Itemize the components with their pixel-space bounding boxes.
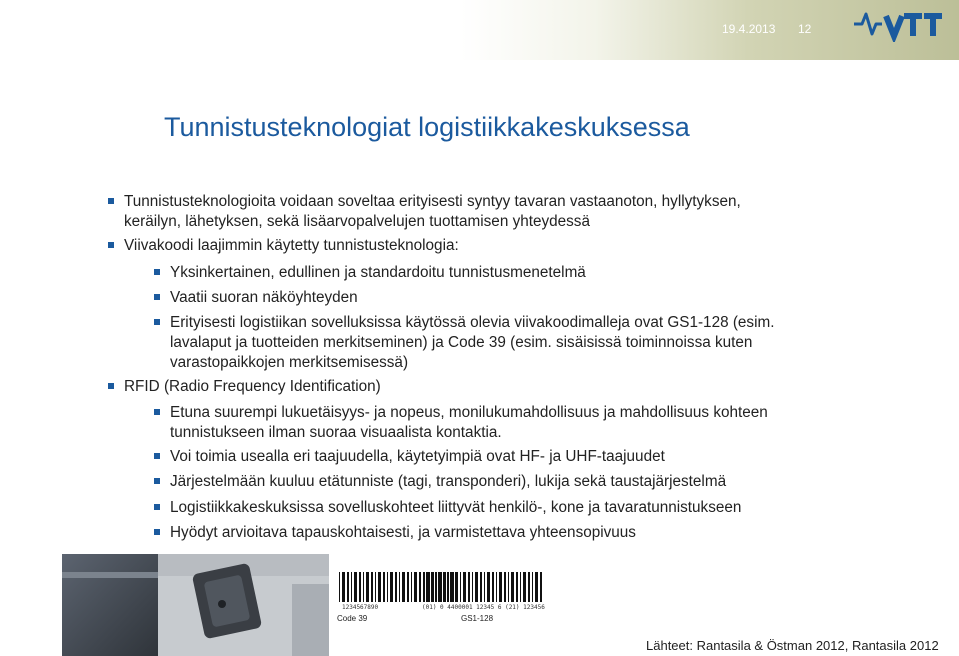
bullet-marker-icon xyxy=(154,409,160,415)
barcode-bar xyxy=(351,572,352,602)
bullet-line: Erityisesti logistiikan sovelluksissa käytössä olevia viivakoodimalleja ovat GS1-128 (esim. xyxy=(170,314,775,331)
bullet-item xyxy=(124,377,381,397)
bullet-line: Viivakoodi laajimmin käytetty tunnistusteknologia: xyxy=(124,237,459,254)
barcode-bar xyxy=(378,572,381,602)
barcode-bar xyxy=(472,572,473,602)
bullet-item xyxy=(170,263,586,283)
bullet-item xyxy=(124,236,459,256)
bullet-item xyxy=(124,192,741,232)
barcode-bar xyxy=(528,572,530,602)
barcode-bar xyxy=(448,572,449,602)
rfid-tag-photo xyxy=(62,554,329,656)
barcode-gs1-128-digits: (01) 0 4400001 12345 6 (21) 123456 xyxy=(422,604,545,611)
barcode-bar xyxy=(399,572,400,602)
barcode-bar xyxy=(419,572,421,602)
bullet-marker-icon xyxy=(154,269,160,275)
bullet-marker-icon xyxy=(154,478,160,484)
barcode-code39-digits: 1234567890 xyxy=(342,604,379,611)
barcode-bar xyxy=(456,572,458,602)
bullet-line: Etuna suurempi lukuetäisyys- ja nopeus, monilukumahdollisuus ja mahdollisuus kohteen xyxy=(170,404,768,421)
bullet-marker-icon xyxy=(154,504,160,510)
bullet-line: lavalaput ja tuotteiden merkitseminen) ja Code 39 (esim. sisäisissä toiminnoissa kuten xyxy=(170,334,753,351)
barcode-bar xyxy=(439,572,442,602)
barcode-bar xyxy=(468,572,470,602)
barcode-bar xyxy=(366,572,369,602)
slide-title: Tunnistusteknologiat logistiikkakeskuksessa xyxy=(164,112,690,142)
bullet-line: Järjestelmään kuuluu etätunniste (tagi, transponderi), lukija sekä taustajärjestelmä xyxy=(170,473,727,490)
barcode-bar xyxy=(516,572,518,602)
bullet-line: tunnistukseen ilman suoraa visuaalista kontaktia. xyxy=(170,424,502,441)
barcode-bar xyxy=(451,572,454,602)
bullet-marker-icon xyxy=(108,198,114,204)
bullet-marker-icon xyxy=(108,383,114,389)
source-citation: Lähteet: Rantasila & Östman 2012, Rantasila 2012 xyxy=(646,638,939,653)
barcode-bar xyxy=(359,572,361,602)
bullet-line: Tunnistusteknologioita voidaan soveltaa erityisesti syntyy tavaran vastaanoton, hyllytyksen, xyxy=(124,193,741,210)
barcode-bar xyxy=(535,572,538,602)
bullet-line: Yksinkertainen, edullinen ja standardoitu tunnistusmenetelmä xyxy=(170,264,586,281)
header-bar xyxy=(0,0,959,60)
barcode-bar xyxy=(540,572,542,602)
bullet-item xyxy=(170,313,774,373)
barcode-gs1-128-bars xyxy=(422,572,544,602)
barcode-bar xyxy=(411,572,412,602)
bullet-marker-icon xyxy=(154,319,160,325)
vtt-logo xyxy=(852,6,944,42)
barcode-bar xyxy=(496,572,497,602)
bullet-marker-icon xyxy=(154,529,160,535)
barcode-bar xyxy=(487,572,490,602)
barcode-code39-label: Code 39 xyxy=(337,614,368,623)
slide-page-number: 12 xyxy=(798,22,812,36)
bullet-item xyxy=(170,288,358,308)
bullet-line: Logistiikkakeskuksissa sovelluskohteet liittyvät henkilö-, kone ja tavaratunnistukseen xyxy=(170,499,742,516)
bullet-item xyxy=(170,403,768,443)
barcode-bar xyxy=(475,572,478,602)
barcode-bar xyxy=(432,572,434,602)
bullet-item xyxy=(170,498,741,518)
bullet-marker-icon xyxy=(154,453,160,459)
barcode-bar xyxy=(339,572,340,602)
barcode-bar xyxy=(424,572,425,602)
bullet-line: Voi toimia usealla eri taajuudella, käytetyimpiä ovat HF- ja UHF-taajuudet xyxy=(170,448,665,465)
barcode-bar xyxy=(463,572,466,602)
barcode-bar xyxy=(520,572,521,602)
barcode-bar xyxy=(427,572,430,602)
barcode-bar xyxy=(390,572,393,602)
bullet-marker-icon xyxy=(108,242,114,248)
bullet-item xyxy=(170,472,726,492)
barcode-bar xyxy=(508,572,509,602)
barcode-bar xyxy=(363,572,364,602)
barcode-bar xyxy=(511,572,514,602)
barcode-bar xyxy=(375,572,376,602)
slide-date: 19.4.2013 xyxy=(722,22,776,36)
bullet-line: keräilyn, lähetyksen, sekä lisäarvopalvelujen tuottamisen yhteydessä xyxy=(124,213,590,230)
barcode-bar xyxy=(532,572,533,602)
barcode-bar xyxy=(484,572,485,602)
barcode-bar xyxy=(342,572,345,602)
barcode-bar xyxy=(523,572,526,602)
barcode-bar xyxy=(347,572,349,602)
bullet-line: Hyödyt arvioitava tapauskohtaisesti, ja varmistettava yhteensopivuus xyxy=(170,524,636,541)
bullet-marker-icon xyxy=(154,294,160,300)
barcode-bar xyxy=(480,572,482,602)
barcode-bar xyxy=(402,572,405,602)
barcode-bar xyxy=(371,572,373,602)
barcode-bar xyxy=(499,572,502,602)
barcode-bar xyxy=(460,572,461,602)
bullet-line: RFID (Radio Frequency Identification) xyxy=(124,378,381,395)
barcode-bar xyxy=(414,572,417,602)
bullet-line: varastopaikkojen merkitsemisessä) xyxy=(170,354,409,371)
barcode-bar xyxy=(504,572,506,602)
bullet-line: Vaatii suoran näköyhteyden xyxy=(170,289,358,306)
barcode-bar xyxy=(492,572,494,602)
barcode-bar xyxy=(383,572,385,602)
bullet-item xyxy=(170,523,636,543)
barcode-gs1-128-label: GS1-128 xyxy=(461,614,494,623)
bullet-item xyxy=(170,447,665,467)
barcode-bar xyxy=(436,572,437,602)
barcode-bar xyxy=(354,572,357,602)
barcode-bar xyxy=(387,572,388,602)
barcode-bar xyxy=(407,572,409,602)
barcode-bar xyxy=(444,572,446,602)
barcode-bar xyxy=(395,572,397,602)
